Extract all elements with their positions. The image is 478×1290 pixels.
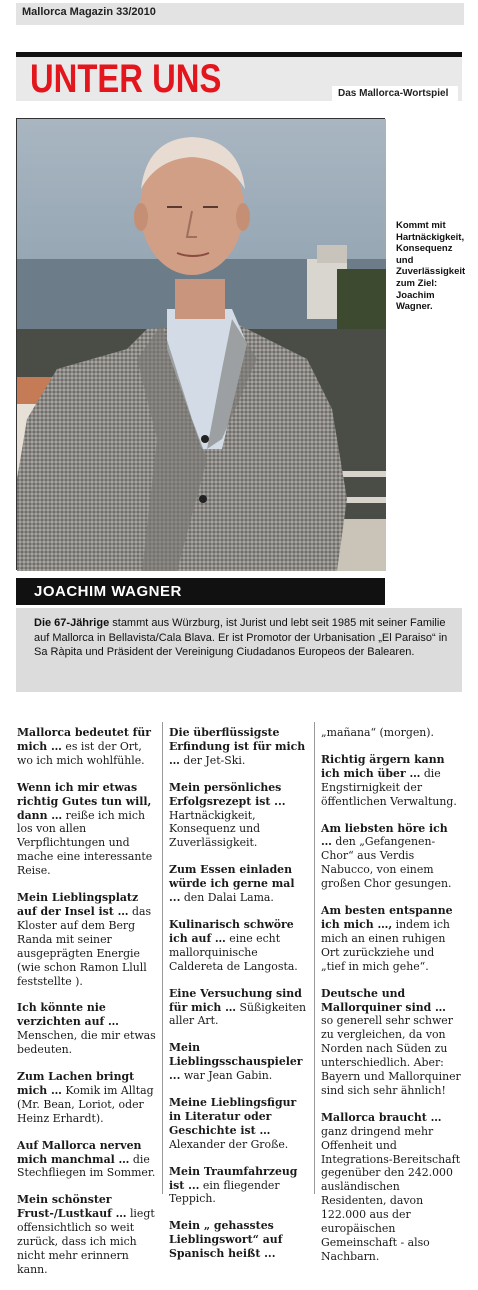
qa-item — [17, 1193, 157, 1276]
question-text: Kulinarisch schwöre ich auf … — [169, 917, 294, 945]
answer-text: indem ich mich an einen ruhigen Ort zurückziehe und „tief in mich gehe“. — [321, 917, 450, 973]
portrait-photo — [16, 118, 385, 570]
qa-item — [17, 1070, 157, 1126]
bio-text — [34, 616, 452, 660]
qa-item — [17, 891, 157, 988]
answer-text: ein fliegender Teppich. — [169, 1178, 280, 1206]
question-text: Zum Lachen bringt mich … — [17, 1070, 135, 1097]
question-text: Mallorca bedeutet für mich … — [17, 726, 151, 753]
question-text: Mein Lieblingsplatz auf der Insel ist … — [17, 891, 139, 918]
qa-item — [321, 822, 461, 892]
question-text: Am liebsten höre ich … — [321, 821, 448, 849]
question-text: Zum Essen einladen würde ich gerne mal ... — [169, 863, 295, 905]
qa-item — [169, 918, 309, 974]
qa-item — [169, 987, 309, 1029]
column-divider — [162, 722, 163, 1194]
question-text: Mein schönster Frust-/Lustkauf … — [17, 1193, 127, 1221]
question-text: Mein Traumfahrzeug ist ... — [169, 1164, 298, 1192]
qa-item — [169, 726, 309, 768]
bio-body: stammt aus Würzburg, ist Jurist und lebt seit 1985 mit seiner Familie auf Mallorca in Bellavista/Cala Blava. Er ist Promotor der Urbanisation „El Paraiso“ in Sa Ràpita und Präsident der Vereinigung Ciudadanos Europeos der Balearen. — [34, 617, 448, 659]
answer-text: so generell sehr schwer zu vergleichen, da von Norden nach Süden zu unterschiedlich. Aber: Bayern und Mallorquiner sind sich sehr ähnlich! — [321, 1014, 461, 1097]
portrait-illustration — [17, 119, 386, 571]
qa-item — [17, 781, 157, 878]
answer-text: war Jean Gabin. — [180, 1069, 273, 1083]
answer-text: die Engstirnigkeit der öffentlichen Verwaltung. — [321, 766, 457, 808]
answer-text: „mañana“ (morgen). — [321, 726, 434, 739]
qa-item — [169, 1219, 309, 1261]
question-text: Eine Versuchung sind für mich … — [169, 986, 302, 1014]
qa-item — [321, 726, 461, 740]
answer-text: liegt offensichtlich so weit zurück, dass ich mich nicht mehr erinnern kann. — [17, 1207, 155, 1276]
person-name: JOACHIM WAGNER — [34, 583, 182, 600]
answer-text: ganz dringend mehr Offenheit und Integrations-Bereitschaft gegenüber den 242.000 ausländischen Residenten, davon 122.000 aus der europäischen Gemeinschaft - also Nachbarn. — [321, 1124, 461, 1263]
answer-text: reiße ich mich los von allen Verpflichtungen und mache eine interessante Reise. — [17, 808, 153, 878]
question-text: Mein „ gehasstes Lieblingswort“ auf Spanisch heißt ... — [169, 1219, 283, 1261]
qa-item — [17, 726, 157, 768]
answer-text: Menschen, die mir etwas bedeuten. — [17, 1029, 156, 1057]
question-text: Meine Lieblingsfigur in Literatur oder Geschichte ist … — [169, 1096, 297, 1137]
column-3 — [321, 726, 461, 1277]
page-subtitle: Das Mallorca-Wortspiel — [338, 88, 449, 99]
answer-text: eine echt mallorquinische Caldereta de Langosta. — [169, 931, 298, 973]
question-text: Richtig ärgern kann ich mich über … — [321, 752, 445, 780]
question-text: Am besten entspanne ich mich …, — [321, 904, 453, 931]
qa-item — [169, 863, 309, 905]
issue-header: Mallorca Magazin 33/2010 — [22, 6, 156, 18]
column-divider — [314, 722, 315, 1194]
answer-text: den Dalai Lama. — [180, 891, 274, 905]
question-text: Mein Lieblingsschauspieler ... — [169, 1041, 303, 1083]
qa-item — [169, 1041, 309, 1083]
answer-text: Süßigkeiten aller Art. — [169, 1000, 307, 1028]
question-text: Die überflüssigste Erfindung ist für mich … — [169, 726, 306, 767]
qa-item — [321, 753, 461, 809]
bio-lead: Die 67-Jährige — [34, 617, 110, 629]
photo-caption: Kommt mit Hartnäckigkeit, Konsequenz und Zuverlässigkeit zum Ziel: Joachim Wagner. — [396, 220, 466, 313]
question-text: Mallorca braucht … — [321, 1110, 442, 1124]
answer-text: es ist der Ort, wo ich mich wohlfühle. — [17, 739, 145, 767]
question-text: Deutsche und Mallorquiner sind … — [321, 986, 446, 1014]
answer-text: die Stechfliegen im Sommer. — [17, 1152, 156, 1180]
answer-text: Hartnäckigkeit, Konsequenz und Zuverlässigkeit. — [169, 808, 261, 850]
answer-text: Alexander der Große. — [169, 1137, 289, 1151]
answer-text: den „Gefangenen-Chor“ aus Verdis Nabucco, von einem großen Chor gesungen. — [321, 835, 452, 891]
qa-item — [321, 1111, 461, 1264]
question-text: Wenn ich mir etwas richtig Gutes tun will, dann … — [17, 780, 152, 822]
answer-text: Komik im Alltag (Mr. Bean, Loriot, oder Heinz Erhardt). — [17, 1083, 154, 1125]
page-title: UNTER UNS — [30, 57, 222, 101]
answer-text: das Kloster auf dem Berg Randa mit seiner ausgeprägten Energie (wie schon Ramon Llull feststellte ). — [17, 904, 152, 988]
qa-item — [169, 1096, 309, 1152]
question-text: Mein persönliches Erfolgsrezept ist ... — [169, 780, 286, 808]
qa-item — [169, 781, 309, 851]
answer-text: der Jet-Ski. — [179, 753, 246, 767]
qa-item — [321, 904, 461, 974]
qa-item — [17, 1139, 157, 1181]
question-text: Ich könnte nie verzichten auf … — [17, 1001, 119, 1029]
qa-item — [169, 1165, 309, 1207]
qa-item — [17, 1001, 157, 1057]
column-2 — [169, 726, 309, 1274]
column-1 — [17, 726, 157, 1290]
question-text: Auf Mallorca nerven mich manchmal … — [17, 1138, 142, 1166]
qa-item — [321, 987, 461, 1098]
